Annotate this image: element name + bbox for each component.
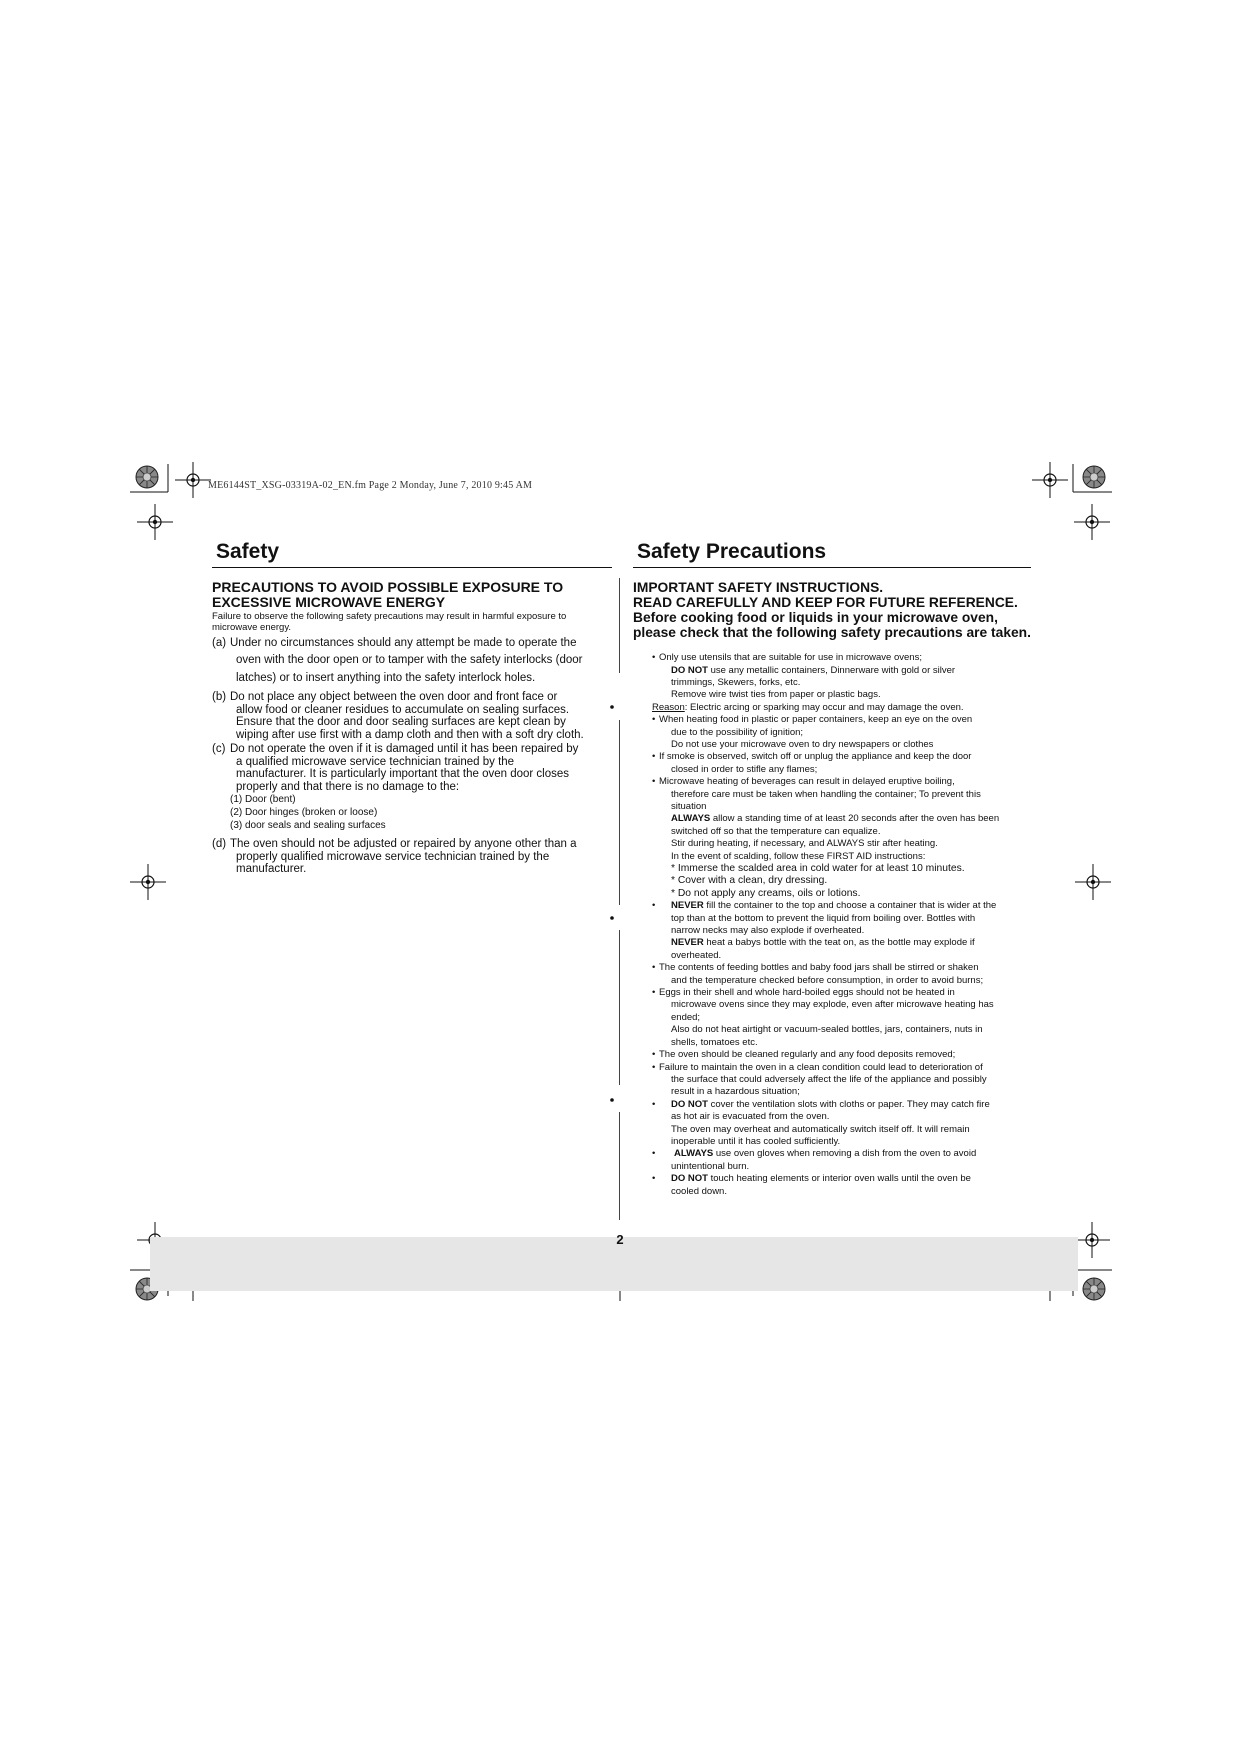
list-line: inoperable until it has cooled sufficiently. — [671, 1135, 841, 1147]
list-line: result in a hazardous situation; — [671, 1086, 800, 1098]
file-info: ME6144ST_XSG-03319A-02_EN.fm Page 2 Monday, June 7, 2010 9:45 AM — [208, 480, 533, 491]
item-label: (a) — [212, 637, 227, 650]
item-text: allow food or cleaner residues to accumulate on sealing surfaces. — [236, 703, 570, 716]
list-line — [633, 665, 1031, 677]
column-divider — [619, 1112, 620, 1220]
keyword: ALWAYS — [671, 813, 711, 825]
list-line: trimmings, Skewers, forks, etc. — [671, 676, 801, 688]
list-item — [633, 1062, 1031, 1074]
list-item — [633, 1173, 1031, 1185]
warning-note: Failure to observe the following safety precautions may result in harmful exposure to microwave energy. — [212, 611, 567, 634]
list-line: shells, tomatoes etc. — [671, 1036, 758, 1048]
bullet: • — [652, 987, 656, 999]
heading-line: READ CAREFULLY AND KEEP FOR FUTURE REFERENCE. — [633, 595, 1018, 611]
item-text: Ensure that the door and door sealing surfaces are kept clean by — [236, 716, 566, 729]
item-label: (b) — [212, 691, 227, 704]
damage-subitem: (1) Door (bent) — [230, 794, 296, 806]
damage-subitem: (2) Door hinges (broken or loose) — [230, 807, 378, 819]
bullet: • — [652, 776, 656, 788]
list-line — [633, 813, 1031, 825]
list-text: Microwave heating of beverages can result in delayed eruptive boiling, — [659, 776, 955, 788]
list-text: fill the container to the top and choose a container that is wider at the — [703, 900, 997, 912]
item-text: Do not place any object between the oven door and front face or — [230, 691, 558, 704]
precaution-item — [212, 691, 612, 741]
list-line: overheated. — [671, 949, 722, 961]
first-aid-line: * Cover with a clean, dry dressing. — [671, 875, 828, 887]
heading-line: IMPORTANT SAFETY INSTRUCTIONS. — [633, 580, 884, 596]
item-text: The oven should not be adjusted or repaired by anyone other than a — [230, 838, 577, 851]
item-text: Under no circumstances should any attempt be made to operate the — [230, 637, 577, 650]
section-heading — [633, 580, 1031, 640]
list-text: : Electric arcing or sparking may occur and may damage the oven. — [684, 701, 964, 713]
list-text: use oven gloves when removing a dish from the oven to avoid — [713, 1148, 977, 1160]
item-text: properly qualified microwave service technician trained by the — [236, 850, 550, 863]
bullet: • — [652, 1148, 656, 1160]
keyword: ALWAYS — [674, 1148, 714, 1160]
list-item — [633, 1049, 1031, 1061]
item-text: properly and that there is no damage to the: — [236, 780, 460, 793]
list-line: Do not use your microwave oven to dry newspapers or clothes — [671, 738, 934, 750]
keyword: DO NOT — [671, 1173, 708, 1185]
bullet: • — [652, 652, 656, 664]
bullet: • — [652, 751, 656, 763]
list-line: unintentional burn. — [671, 1160, 750, 1172]
precaution-item — [212, 635, 612, 687]
bullet: • — [652, 1049, 656, 1061]
list-item — [633, 900, 1031, 912]
item-text: Do not operate the oven if it is damaged until it has been repaired by — [230, 743, 579, 756]
bullet: • — [652, 900, 656, 912]
cross-top-left-icon — [175, 462, 211, 498]
list-line: cooled down. — [671, 1185, 727, 1197]
item-label: (d) — [212, 838, 227, 851]
list-line — [633, 937, 1031, 949]
damage-subitem: (3) door seals and sealing surfaces — [230, 820, 386, 832]
list-line: therefore care must be taken when handling the container; To prevent this — [671, 788, 981, 800]
keyword: NEVER — [671, 937, 704, 949]
list-item — [633, 776, 1031, 788]
list-line: Stir during heating, if necessary, and ALWAYS stir after heating. — [671, 838, 938, 850]
list-text: The oven should be cleaned regularly and any food deposits removed; — [659, 1049, 956, 1061]
list-item — [633, 1099, 1031, 1111]
page-number: 2 — [616, 1232, 624, 1247]
cross-right-middle-icon — [1075, 864, 1111, 900]
list-item — [633, 751, 1031, 763]
list-item — [633, 714, 1031, 726]
item-text: oven with the door open or to tamper with the safety interlocks (door — [236, 654, 583, 667]
column-divider — [619, 578, 620, 673]
item-text: manufacturer. — [236, 863, 307, 876]
safety-column — [212, 540, 612, 876]
column-dot-icon — [610, 916, 614, 920]
section-title: Safety — [212, 540, 612, 568]
item-text: a qualified microwave service technician trained by the — [236, 755, 515, 768]
list-line: top than at the bottom to prevent the liquid from boiling over. Bottles with — [671, 912, 976, 924]
list-line: the surface that could adversely affect the life of the appliance and possibly — [671, 1073, 987, 1085]
list-line: The oven may overheat and automatically switch itself off. It will remain — [671, 1123, 970, 1135]
list-item — [633, 1148, 1031, 1160]
item-text: latches) or to insert anything into the safety interlock holes. — [236, 672, 536, 685]
list-text: When heating food in plastic or paper containers, keep an eye on the oven — [659, 714, 973, 726]
cross-top-right-icon — [1032, 462, 1068, 498]
reason-line — [633, 702, 1031, 714]
first-aid-line: * Immerse the scalded area in cold water for at least 10 minutes. — [671, 863, 965, 874]
item-text: manufacturer. It is particularly important that the oven door closes — [236, 768, 570, 781]
list-text: touch heating elements or interior oven walls until the oven be — [707, 1173, 971, 1185]
wheel-top-left-icon — [136, 466, 158, 488]
cross-right-upper-icon — [1074, 504, 1110, 540]
first-aid-line: * Do not apply any creams, oils or lotions. — [671, 887, 861, 899]
precaution-item — [212, 838, 612, 876]
list-text: heat a babys bottle with the teat on, as the bottle may explode if — [703, 937, 975, 949]
list-line: ended; — [671, 1011, 701, 1023]
bullet: • — [652, 1098, 656, 1110]
section-title: Safety Precautions — [633, 540, 1031, 568]
safety-precautions-column — [633, 540, 1031, 1198]
list-item — [633, 987, 1031, 999]
list-line: due to the possibility of ignition; — [671, 726, 804, 738]
column-divider — [619, 930, 620, 1085]
list-text: use any metallic containers, Dinnerware with gold or silver — [707, 664, 956, 676]
bullet: • — [652, 962, 656, 974]
precaution-item — [212, 743, 612, 832]
list-line: narrow necks may also explode if overheated. — [671, 925, 865, 937]
column-divider — [619, 720, 620, 905]
wheel-top-right-icon — [1083, 466, 1105, 488]
cross-bottom-right-icon — [1074, 1222, 1110, 1258]
keyword: DO NOT — [671, 664, 708, 676]
list-text: allow a standing time of at least 20 seconds after the oven has been — [710, 813, 1000, 825]
list-line: switched off so that the temperature can equalize. — [671, 825, 881, 837]
keyword: DO NOT — [671, 1098, 708, 1110]
list-line: In the event of scalding, follow these FIRST AID instructions: — [671, 850, 926, 862]
list-item — [633, 652, 1031, 664]
bullet: • — [652, 1061, 656, 1073]
heading-line: EXCESSIVE MICROWAVE ENERGY — [212, 594, 446, 611]
heading-line: PRECAUTIONS TO AVOID POSSIBLE EXPOSURE TO — [212, 579, 564, 596]
item-text: wiping after use first with a damp cloth and then with a soft dry cloth. — [236, 728, 584, 741]
keyword: NEVER — [671, 900, 704, 912]
list-text: Eggs in their shell and whole hard-boiled eggs should not be heated in — [659, 987, 955, 999]
bullet: • — [652, 1173, 656, 1185]
list-text: cover the ventilation slots with cloths or paper. They may catch fire — [707, 1098, 990, 1110]
list-line: closed in order to stifle any flames; — [671, 763, 818, 775]
list-item — [633, 962, 1031, 974]
list-text: If smoke is observed, switch off or unplug the appliance and keep the door — [659, 751, 972, 763]
list-line: as hot air is evacuated from the oven. — [671, 1111, 830, 1123]
list-line: microwave ovens since they may explode, even after microwave heating has — [671, 999, 994, 1011]
item-label: (c) — [212, 743, 226, 756]
section-heading — [212, 580, 612, 610]
list-line: Also do not heat airtight or vacuum-sealed bottles, jars, containers, nuts in — [671, 1024, 983, 1036]
list-text: Only use utensils that are suitable for use in microwave ovens; — [659, 652, 922, 664]
list-text: Failure to maintain the oven in a clean condition could lead to deterioration of — [659, 1061, 983, 1073]
heading-line: please check that the following safety precautions are taken. — [633, 625, 1031, 641]
heading-line: Before cooking food or liquids in your microwave oven, — [633, 610, 998, 626]
precautions-list — [633, 652, 1031, 1198]
wheel-bottom-right-icon — [1083, 1278, 1105, 1300]
list-text: The contents of feeding bottles and baby food jars shall be stirred or shaken — [659, 962, 979, 974]
bullet: • — [652, 714, 656, 726]
column-dot-icon — [610, 1098, 614, 1102]
reason-label: Reason — [652, 701, 685, 713]
list-line: and the temperature checked before consumption, in order to avoid burns; — [671, 974, 984, 986]
list-line: Remove wire twist ties from paper or plastic bags. — [671, 689, 881, 701]
cross-left-middle-icon — [130, 864, 166, 900]
cross-left-upper-icon — [137, 504, 173, 540]
list-line: situation — [671, 800, 707, 812]
